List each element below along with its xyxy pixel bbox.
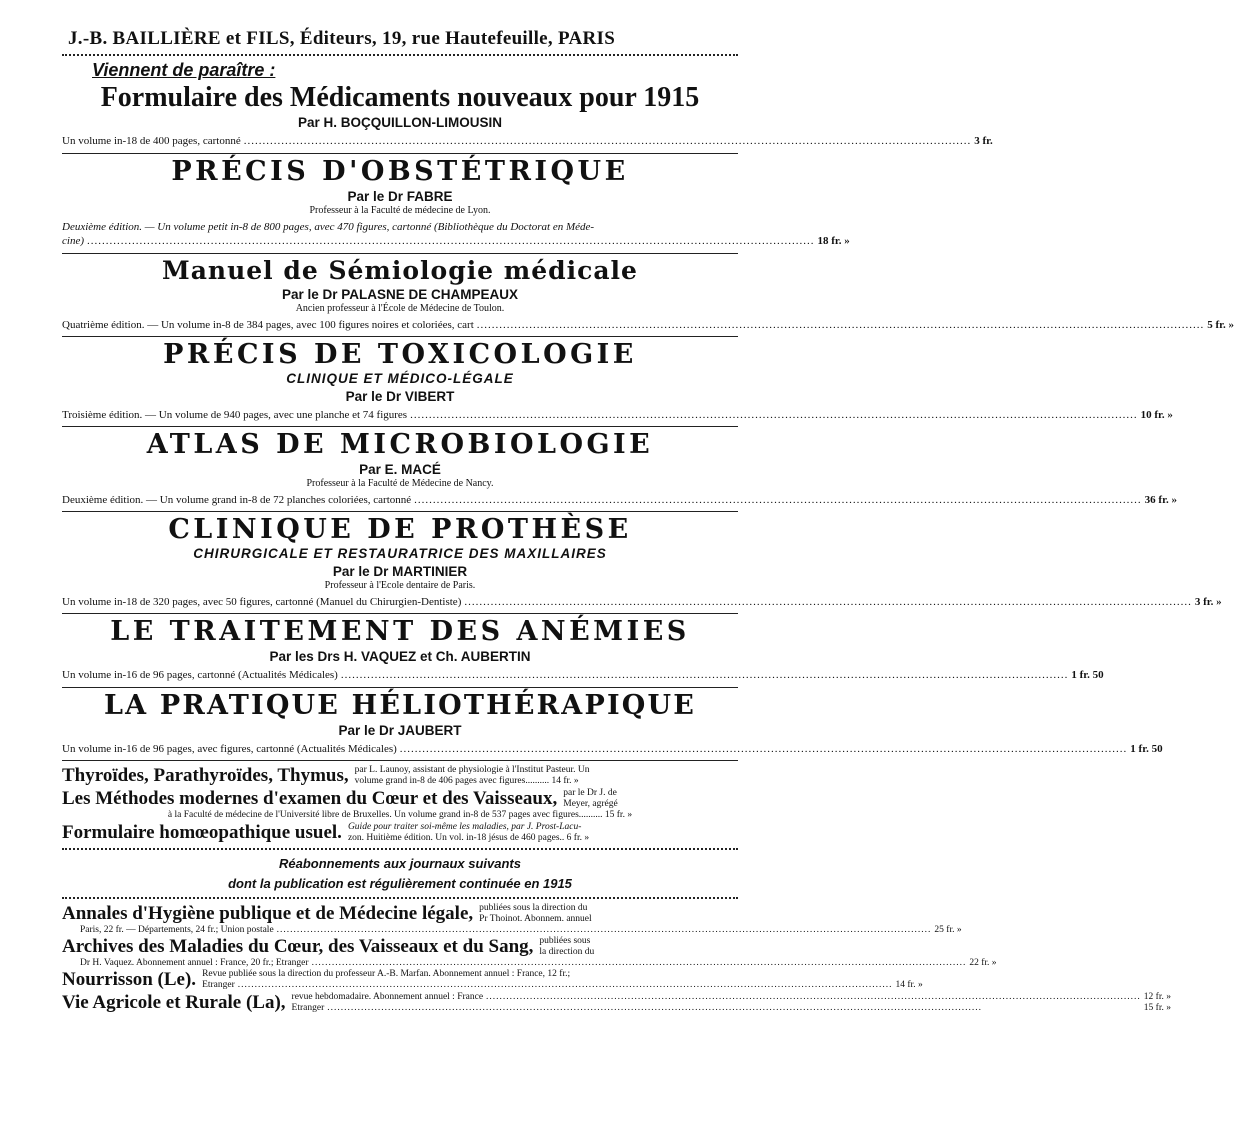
book-author: Par le Dr MARTINIER bbox=[332, 563, 468, 579]
book-author: Par le Dr VIBERT bbox=[345, 388, 455, 404]
journal-detail-text: Etranger bbox=[291, 1003, 325, 1014]
book-title: CLINIQUE DE PROTHÈSE bbox=[168, 514, 632, 546]
book-title: ATLAS DE MICROBIOLOGIE bbox=[146, 428, 654, 460]
book-title: PRÉCIS DE TOXICOLOGIE bbox=[163, 339, 637, 371]
journal-text-line1: publiées sous bbox=[539, 936, 591, 947]
divider bbox=[62, 613, 738, 614]
book-price: 1 fr. 50 bbox=[1071, 669, 1104, 682]
journal-detail-text: Dr H. Vaquez. Abonnement annuel : France, 20 fr.; Etranger bbox=[80, 958, 309, 969]
book-subtitle: CLINIQUE ET MÉDICO-LÉGALE bbox=[286, 370, 514, 386]
leader-dots bbox=[238, 980, 893, 991]
book-detail-text: Un volume in-16 de 96 pages, cartonné (Actualités Médicales) bbox=[62, 669, 338, 682]
listing-text-line2: Meyer, agrégé bbox=[563, 799, 618, 810]
journal-title: Nourrisson (Le). bbox=[62, 969, 197, 991]
journal-title: Vie Agricole et Rurale (La), bbox=[62, 992, 286, 1014]
divider bbox=[62, 848, 738, 850]
journal-price: 15 fr. » bbox=[1143, 1003, 1171, 1014]
book-detail bbox=[62, 742, 1163, 756]
book-detail-text: Quatrième édition. — Un volume in-8 de 384 pages, avec 100 figures noires et coloriées, cart bbox=[62, 318, 474, 331]
book-author: Par le Dr JAUBERT bbox=[338, 723, 462, 739]
listing-homeopathique bbox=[62, 822, 738, 844]
book-title: PRÉCIS D'OBSTÉTRIQUE bbox=[171, 155, 629, 187]
journal-price: 14 fr. » bbox=[895, 980, 923, 991]
journal-title: Annales d'Hygiène publique et de Médecine légale, bbox=[62, 903, 474, 925]
book-price: 36 fr. » bbox=[1144, 494, 1177, 507]
journal-text-line2: la direction du bbox=[539, 947, 595, 958]
journal-archives bbox=[62, 936, 738, 958]
journal-text-line2: Pr Thoinot. Abonnem. annuel bbox=[479, 914, 592, 925]
divider bbox=[62, 54, 738, 56]
leader-dots bbox=[277, 925, 932, 935]
book-affiliation: Professeur à la Faculté de Médecine de Nancy. bbox=[306, 478, 494, 490]
book-detail bbox=[62, 134, 993, 148]
leader-dots bbox=[477, 318, 1205, 332]
listing-title: Thyroïdes, Parathyroïdes, Thymus, bbox=[62, 765, 349, 787]
journal-text-line2 bbox=[292, 1003, 1171, 1014]
journal-text bbox=[479, 903, 592, 925]
book-detail-text: Un volume in-18 de 400 pages, cartonné bbox=[62, 135, 241, 148]
book-price: 18 fr. » bbox=[817, 235, 850, 248]
journal-detail-text: revue hebdomadaire. Abonnement annuel : France bbox=[291, 992, 484, 1003]
book-detail bbox=[62, 493, 1177, 507]
journal-text-line1 bbox=[292, 992, 1171, 1003]
book-price: 1 fr. 50 bbox=[1130, 743, 1163, 756]
journal-text bbox=[202, 969, 923, 991]
book-title: LA PRATIQUE HÉLIOTHÉRAPIQUE bbox=[103, 689, 697, 721]
book-detail bbox=[62, 318, 1234, 332]
listing-thyroides bbox=[62, 765, 738, 787]
book-title: LE TRAITEMENT DES ANÉMIES bbox=[110, 616, 690, 648]
book-detail-text: Troisième édition. — Un volume de 940 pages, avec une planche et 74 figures bbox=[62, 408, 408, 421]
reabonnements-heading bbox=[62, 854, 738, 893]
listing-text-line1: par L. Launoy, assistant de physiologie à l'Institut Pasteur. Un bbox=[354, 765, 590, 776]
listing-title: Les Méthodes modernes d'examen du Cœur et des Vaisseaux, bbox=[62, 788, 558, 810]
journal-title: Archives des Maladies du Cœur, des Vaisseaux et du Sang, bbox=[62, 936, 534, 958]
leader-dots bbox=[400, 742, 1128, 756]
journal-nourrisson bbox=[62, 969, 923, 991]
leader-dots bbox=[410, 408, 1138, 422]
journal-text-line1: publiées sous la direction du bbox=[479, 903, 588, 914]
listing-methodes-detail: à la Faculté de médecine de l'Université libre de Bruxelles. Un volume grand in-8 de 537 pages avec figures.......... 15 fr. » bbox=[167, 810, 633, 821]
book-detail bbox=[62, 408, 1173, 422]
listing-text-line2: volume grand in-8 de 406 pages avec figures.......... 14 fr. » bbox=[354, 776, 579, 787]
listing-text bbox=[348, 822, 589, 844]
book-detail bbox=[62, 595, 1222, 609]
leader-dots bbox=[414, 493, 1142, 507]
journal-text-line1: Revue publiée sous la direction du professeur A.-B. Marfan. Abonnement annuel : France, 12 fr.; bbox=[202, 969, 571, 980]
book-price: 3 fr. » bbox=[1194, 595, 1222, 608]
listing-text bbox=[563, 788, 617, 810]
book-detail-text: Un volume in-16 de 96 pages, avec figures, cartonné (Actualités Médicales) bbox=[62, 743, 397, 756]
book-subtitle: CHIRURGICALE ET RESTAURATRICE DES MAXILLAIRES bbox=[193, 545, 607, 561]
book-detail-text: Un volume in-18 de 320 pages, avec 50 figures, cartonné (Manuel du Chirurgien-Dentiste) bbox=[62, 595, 462, 608]
new-releases-heading: Viennent de paraître : bbox=[92, 60, 276, 80]
divider bbox=[62, 511, 738, 512]
book-author: Par les Drs H. VAQUEZ et Ch. AUBERTIN bbox=[269, 649, 531, 665]
book-detail-text: cine) bbox=[62, 235, 84, 248]
publisher-name: J.-B. BAILLIÈRE et FILS, Éditeurs, 19, rue Hautefeuille, PARIS bbox=[68, 28, 616, 49]
book-author: Par E. MACÉ bbox=[359, 462, 441, 478]
divider bbox=[62, 336, 738, 337]
publisher-header bbox=[62, 28, 738, 50]
journal-annales-detail bbox=[62, 925, 962, 936]
book-title: Manuel de Sémiologie médicale bbox=[162, 255, 638, 285]
divider bbox=[62, 760, 738, 761]
book-price: 3 fr. bbox=[974, 135, 993, 148]
advertisement-page bbox=[62, 28, 1234, 1014]
divider bbox=[62, 153, 738, 154]
leader-dots bbox=[486, 992, 1141, 1003]
book-detail-text: Deuxième édition. — Un volume grand in-8 de 72 planches coloriées, cartonné bbox=[62, 494, 412, 507]
journal-price: 22 fr. » bbox=[969, 958, 997, 969]
book-detail-line1: Deuxième édition. — Un volume petit in-8 de 800 pages, avec 470 figures, cartonné (Bibliothèque du Doctorat en Méde- bbox=[62, 221, 595, 234]
journal-text bbox=[292, 992, 1171, 1014]
book-author: Par le Dr FABRE bbox=[347, 189, 453, 205]
journal-detail-text: Etranger bbox=[202, 980, 235, 991]
listing-title: Formulaire homœopathique usuel. bbox=[62, 822, 342, 844]
book-obstetrique bbox=[62, 155, 850, 249]
book-anemies bbox=[62, 616, 1104, 683]
listing-text-line1: par le Dr J. de bbox=[563, 788, 617, 799]
book-price: 5 fr. » bbox=[1207, 318, 1234, 331]
reabonnements-line2: dont la publication est régulièrement continuée en 1915 bbox=[228, 875, 572, 891]
journal-annales bbox=[62, 903, 738, 925]
journal-price: 25 fr. » bbox=[934, 925, 962, 936]
divider bbox=[62, 253, 738, 254]
listing-text-line1: Guide pour traiter soi-même les maladies, par J. Prost-Lacu- bbox=[347, 822, 582, 833]
book-author: Par H. BOÇQUILLON-LIMOUSIN bbox=[297, 115, 502, 131]
listing-methodes bbox=[62, 788, 738, 810]
book-affiliation: Ancien professeur à l'École de Médecine de Toulon. bbox=[295, 302, 505, 314]
leader-dots bbox=[464, 595, 1192, 609]
book-author: Par le Dr PALASNE DE CHAMPEAUX bbox=[281, 286, 519, 302]
book-price: 10 fr. » bbox=[1140, 408, 1173, 421]
journal-price: 12 fr. » bbox=[1143, 992, 1171, 1003]
book-microbiologie bbox=[62, 428, 1177, 508]
book-formulaire bbox=[62, 82, 993, 149]
leader-dots bbox=[244, 134, 972, 148]
leader-dots bbox=[341, 668, 1069, 682]
divider bbox=[62, 687, 738, 688]
listing-text bbox=[355, 765, 590, 787]
book-toxicologie bbox=[62, 339, 1173, 422]
divider bbox=[62, 426, 738, 427]
journal-detail-text: Paris, 22 fr. — Départements, 24 fr.; Union postale bbox=[80, 925, 274, 936]
reabonnements-line1: Réabonnements aux journaux suivants bbox=[278, 856, 521, 872]
journal-vie-agricole bbox=[62, 992, 1171, 1014]
book-semiologie bbox=[62, 255, 1234, 333]
book-detail bbox=[62, 234, 850, 248]
journal-archives-detail bbox=[62, 958, 997, 969]
book-affiliation: Professeur à l'Ecole dentaire de Paris. bbox=[324, 579, 476, 591]
book-heliotherapie bbox=[62, 689, 1163, 757]
leader-dots bbox=[327, 1003, 1141, 1014]
book-affiliation: Professeur à la Faculté de médecine de Lyon. bbox=[309, 205, 491, 217]
leader-dots bbox=[87, 234, 815, 248]
journal-text bbox=[539, 936, 594, 958]
book-title: Formulaire des Médicaments nouveaux pour 1915 bbox=[100, 82, 700, 113]
journal-text-line2 bbox=[202, 980, 923, 991]
listing-text-line2: zon. Huitième édition. Un vol. in-18 jésus de 460 pages.. 6 fr. » bbox=[347, 833, 590, 844]
book-prothese bbox=[62, 514, 1222, 609]
leader-dots bbox=[312, 958, 967, 968]
book-detail bbox=[62, 668, 1104, 682]
divider bbox=[62, 897, 738, 899]
